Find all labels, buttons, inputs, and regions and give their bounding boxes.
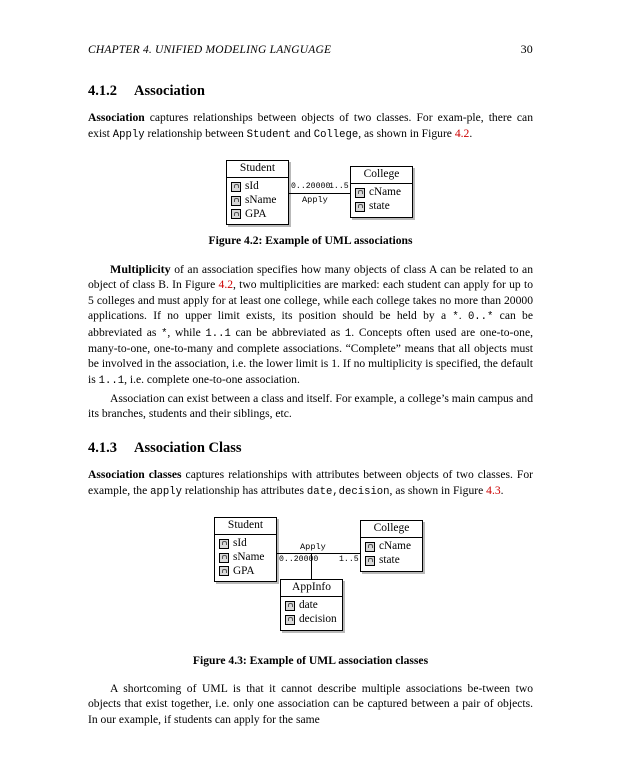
code-apply: Apply: [112, 128, 145, 141]
attribute-label: decision: [299, 612, 337, 625]
run-text-5: .: [469, 126, 473, 140]
figure-4-3-diagram: [88, 511, 533, 646]
attribute-row: [285, 599, 338, 613]
run-text-2: relationship has attributes: [181, 483, 307, 497]
class-box-student-43: [214, 517, 277, 583]
lock-icon: [219, 566, 229, 576]
section-title-412: Association: [134, 83, 205, 99]
class-name-college-42: College: [351, 167, 412, 184]
run-text-8: , i.e. complete one-to-one association.: [124, 372, 300, 386]
class-name-college-43: College: [361, 521, 422, 538]
code-one-one-2: 1..1: [98, 374, 125, 387]
attribute-row: [219, 565, 272, 579]
code-student: Student: [246, 128, 292, 141]
attribute-row: [365, 540, 418, 554]
code-college: College: [313, 128, 359, 141]
term-association: Association: [88, 111, 145, 124]
run-text-2: , two multiplicities are marked: each student can apply for up to 5 colleges and must apply for at least one college, while each college takes no more than 20000 applications. If no upper limit exists, its position should be held by a: [88, 278, 533, 323]
association-line-43: [277, 553, 360, 554]
attribute-row: [355, 200, 408, 214]
attribute-row: [219, 537, 272, 551]
class-attrs-student-43: [215, 535, 276, 581]
association-line-42: [289, 193, 350, 194]
class-attrs-appinfo-43: [281, 597, 342, 630]
figure-caption-42: Figure 4.2: Example of UML associations: [208, 233, 413, 247]
run-text-1: captures relationships between objects of two classes. For exam-ple, there can exist: [88, 111, 533, 140]
lock-icon: [219, 553, 229, 563]
run-text-7: . Concepts often used are one-to-one, many-to-one, one-to-many and complete associations. “Complete” means that all objects must be involved in the association, i.e. the lower limit is 1. If no multiplicity is specified, the default is: [88, 325, 533, 386]
lock-icon: [231, 196, 241, 206]
multiplicity-right-43: 1..5: [339, 554, 359, 564]
paragraph-association-intro: [88, 110, 533, 142]
run-text-3: , as shown in Figure: [389, 483, 487, 497]
paragraph-association-class: [88, 467, 533, 499]
section-number-413: 4.1.3: [88, 440, 117, 456]
class-box-college-42: [350, 166, 413, 218]
uml-canvas-43: [88, 511, 533, 646]
lock-icon: [365, 542, 375, 552]
figure-4-2-diagram: [88, 154, 533, 226]
attribute-row: [231, 194, 284, 208]
page-number: 30: [520, 42, 533, 56]
class-name-appinfo-43: AppInfo: [281, 580, 342, 597]
attribute-label: sName: [245, 193, 277, 206]
attribute-label: date: [299, 598, 318, 611]
cross-reference-fig43[interactable]: 4.3: [486, 483, 501, 497]
multiplicity-left-42: 0..20000: [291, 181, 331, 191]
lock-icon: [355, 188, 365, 198]
run-text-3: .: [458, 309, 468, 323]
section-title-413: Association Class: [134, 440, 242, 456]
multiplicity-left-43: 0..20000: [279, 554, 319, 564]
lock-icon: [231, 209, 241, 219]
run-text-1: captures relationships with attributes between objects of two classes. For example, the: [88, 468, 533, 497]
run-text-5: , while: [167, 325, 206, 339]
section-number-412: 4.1.2: [88, 83, 117, 99]
association-label-43: Apply: [300, 541, 326, 552]
attribute-row: [285, 613, 338, 627]
attribute-row: [231, 208, 284, 222]
cross-reference-fig42[interactable]: 4.2: [454, 126, 470, 140]
running-header-chapter: CHAPTER 4. UNIFIED MODELING LANGUAGE: [88, 44, 332, 56]
class-name-student-42: Student: [227, 161, 288, 178]
run-text-4: can be abbreviated as: [88, 309, 533, 339]
attribute-label: state: [379, 553, 400, 566]
code-apply-lc: apply: [150, 485, 182, 498]
code-star-2: *: [161, 327, 168, 340]
code-one-one: 1..1: [205, 327, 231, 340]
lock-icon: [365, 556, 375, 566]
run-text-6: can be abbreviated as: [230, 325, 345, 339]
code-star-1: *: [452, 311, 459, 324]
section-heading-412: [88, 83, 533, 100]
code-date-decision: date,decision: [306, 485, 390, 498]
attribute-row: [355, 186, 408, 200]
code-one: 1: [344, 327, 352, 340]
attribute-row: [365, 554, 418, 568]
run-text-1: of an association specifies how many objects of class A can be related to an object of class B. In Figure: [88, 262, 533, 292]
run-text-2: relationship between: [144, 126, 247, 140]
multiplicity-right-42: 1..5: [329, 181, 349, 191]
attribute-label: sId: [245, 179, 259, 192]
attribute-row: [219, 551, 272, 565]
attribute-row: [231, 180, 284, 194]
run-text-4: .: [500, 483, 504, 497]
lock-icon: [355, 202, 365, 212]
class-box-college-43: [360, 520, 423, 572]
class-attrs-college-43: [361, 538, 422, 571]
paragraph-self-association: Association can exist between a class and itself. For example, a college’s main campus and its branches, students and their siblings, etc.: [88, 391, 533, 421]
lock-icon: [285, 601, 295, 611]
cross-reference-fig42-b[interactable]: 4.2: [218, 278, 234, 292]
lock-icon: [219, 539, 229, 549]
lock-icon: [285, 615, 295, 625]
term-multiplicity: Multiplicity: [110, 261, 171, 276]
attribute-label: cName: [379, 539, 411, 552]
attribute-label: GPA: [233, 564, 255, 577]
attribute-label: sId: [233, 536, 247, 549]
paragraph-multiplicity: [88, 261, 533, 388]
attribute-label: cName: [369, 185, 401, 198]
attribute-label: sName: [233, 550, 265, 563]
code-zero-star: 0..*: [467, 311, 494, 324]
attribute-label: state: [369, 199, 390, 212]
run-text-3: and: [291, 126, 314, 140]
class-box-appinfo-43: [280, 579, 343, 631]
lock-icon: [231, 182, 241, 192]
class-name-student-43: Student: [215, 518, 276, 535]
paragraph-shortcoming: A shortcoming of UML is that it cannot describe multiple associations be-tween two objects that exist together, i.e. only one association can be captured between a pair of objects. In our example, if students can apply for the same: [88, 681, 533, 726]
running-header: [88, 42, 533, 57]
figure-caption-43: Figure 4.3: Example of UML association classes: [192, 653, 429, 667]
class-box-student-42: [226, 160, 289, 226]
term-association-classes: Association classes: [88, 468, 182, 481]
class-attrs-college-42: [351, 184, 412, 217]
association-label-42: Apply: [302, 194, 328, 205]
run-text-4: , as shown in Figure: [358, 126, 455, 140]
attribute-label: GPA: [245, 207, 267, 220]
uml-canvas-42: [88, 154, 533, 226]
class-attrs-student-42: [227, 178, 288, 224]
section-heading-413: [88, 440, 533, 457]
